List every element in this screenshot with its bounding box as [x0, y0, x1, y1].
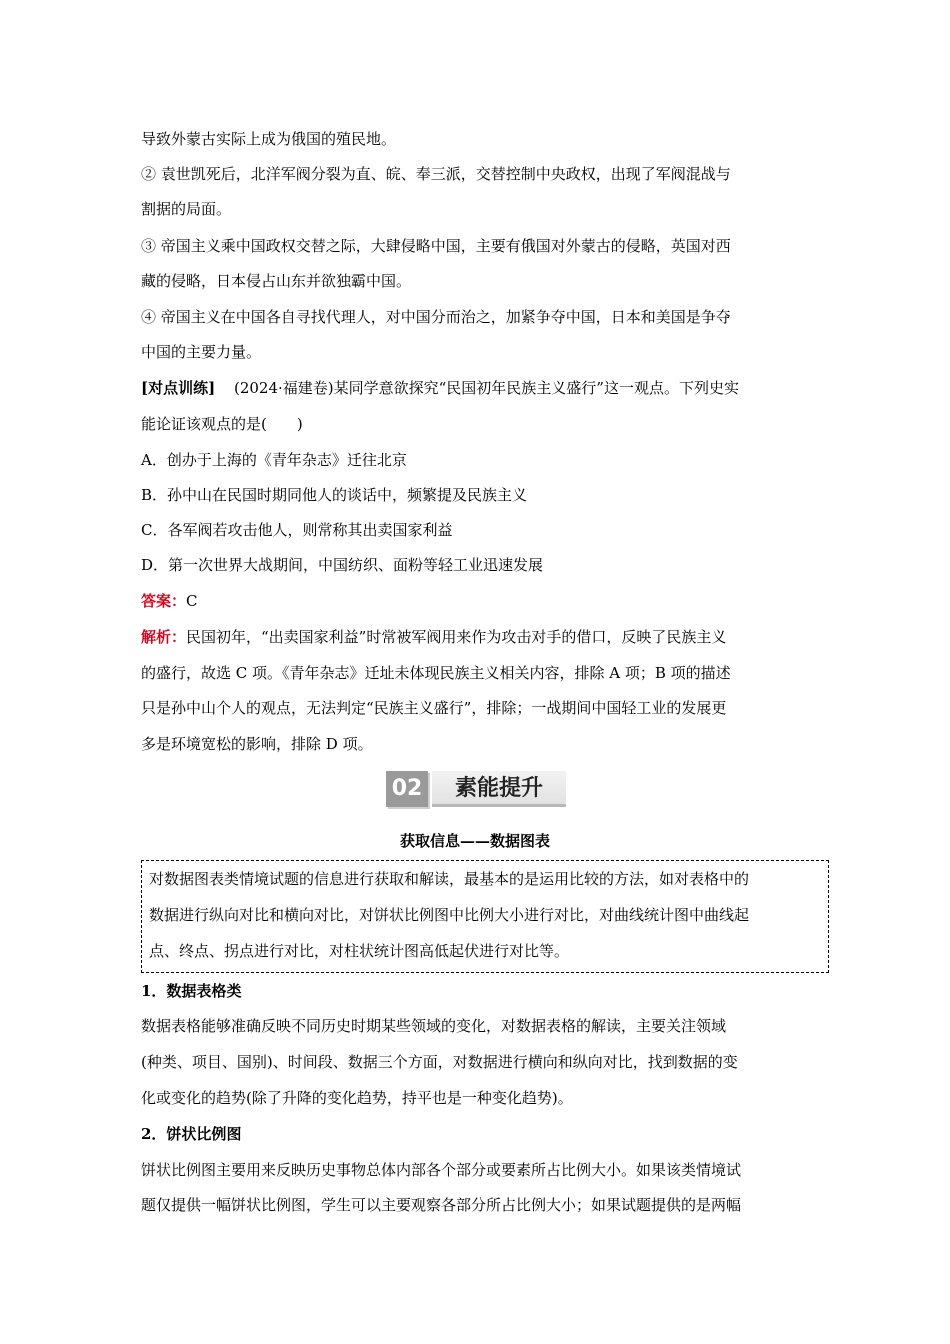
part2-line: 题仅提供一幅饼状比例图，学生可以主要观察各部分所占比例大小；如果试题提供的是两幅	[141, 1196, 742, 1214]
analysis-label: 解析：	[141, 628, 187, 646]
option-b: B．孙中山在民国时期同他人的谈话中，频繁提及民族主义	[141, 486, 528, 504]
analysis-text: 民国初年，“出卖国家利益”时常被军阀用来作为攻击对手的借口，反映了民族主义	[186, 628, 727, 646]
answer-label: 答案：	[141, 592, 187, 610]
paragraph-line: ② 袁世凯死后，北洋军阀分裂为直、皖、奉三派，交替控制中央政权，出现了军阀混战与	[141, 165, 731, 183]
option-d: D．第一次世界大战期间，中国纺织、面粉等轻工业迅速发展	[141, 556, 544, 574]
paragraph-line: ③ 帝国主义乘中国政权交替之际，大肆侵略中国，主要有俄国对外蒙古的侵略，英国对西	[141, 237, 731, 255]
option-a: A．创办于上海的《青年杂志》迁往北京	[141, 451, 407, 469]
paragraph-line: ④ 帝国主义在中国各自寻找代理人，对中国分而治之，加紧争夺中国，日本和美国是争夺	[141, 308, 731, 326]
part2-line: 饼状比例图主要用来反映历史事物总体内部各个部分或要素所占比例大小。如果该类情境试	[141, 1161, 742, 1179]
exercise-tag: [对点训练]	[141, 379, 216, 397]
section-subtitle: 获取信息——数据图表	[399, 832, 550, 850]
analysis-line	[141, 626, 811, 648]
exercise-question	[141, 377, 811, 399]
part1-line: (种类、项目、国别)、时间段、数据三个方面，对数据进行横向和纵向对比，找到数据的变	[141, 1053, 738, 1071]
answer	[141, 590, 811, 612]
section-title: 素能提升	[432, 771, 566, 807]
paragraph-line: 藏的侵略，日本侵占山东并欲独霸中国。	[141, 272, 412, 290]
paragraph-line: 割据的局面。	[141, 200, 232, 218]
exercise-stem: (2024·福建卷)某同学意欲探究“民国初年民族主义盛行”这一观点。下列史实	[233, 379, 739, 397]
option-c: C．各军阀若攻击他人，则常称其出卖国家利益	[141, 521, 453, 539]
box-line: 对数据图表类情境试题的信息进行获取和解读，最基本的是运用比较的方法，如对表格中的	[149, 870, 750, 888]
analysis-line: 只是孙中山个人的观点，无法判定“民族主义盛行”，排除；一战期间中国轻工业的发展更	[141, 699, 727, 717]
answer-value: C	[186, 592, 198, 610]
part2-heading: 2．饼状比例图	[141, 1125, 242, 1143]
part1-line: 化或变化的趋势(除了升降的变化趋势，持平也是一种变化趋势)。	[141, 1089, 573, 1107]
section-number-badge: 02	[386, 771, 428, 807]
part1-line: 数据表格能够准确反映不同历史时期某些领域的变化，对数据表格的解读，主要关注领域	[141, 1017, 727, 1035]
part1-heading: 1．数据表格类	[141, 982, 242, 1000]
paragraph-line: 导致外蒙古实际上成为俄国的殖民地。	[141, 130, 397, 148]
box-line: 数据进行纵向对比和横向对比，对饼状比例图中比例大小进行对比，对曲线统计图中曲线起	[149, 906, 750, 924]
box-line: 点、终点、拐点进行对比，对柱状统计图高低起伏进行对比等。	[149, 942, 570, 960]
analysis-line: 多是环境宽松的影响，排除 D 项。	[141, 735, 373, 753]
exercise-stem-line2: 能论证该观点的是( )	[141, 415, 303, 433]
section-banner	[386, 771, 566, 807]
analysis-line: 的盛行，故选 C 项。《青年杂志》迁址未体现民族主义相关内容，排除 A 项；B 项的描述	[141, 664, 731, 682]
paragraph-line: 中国的主要力量。	[141, 343, 262, 361]
